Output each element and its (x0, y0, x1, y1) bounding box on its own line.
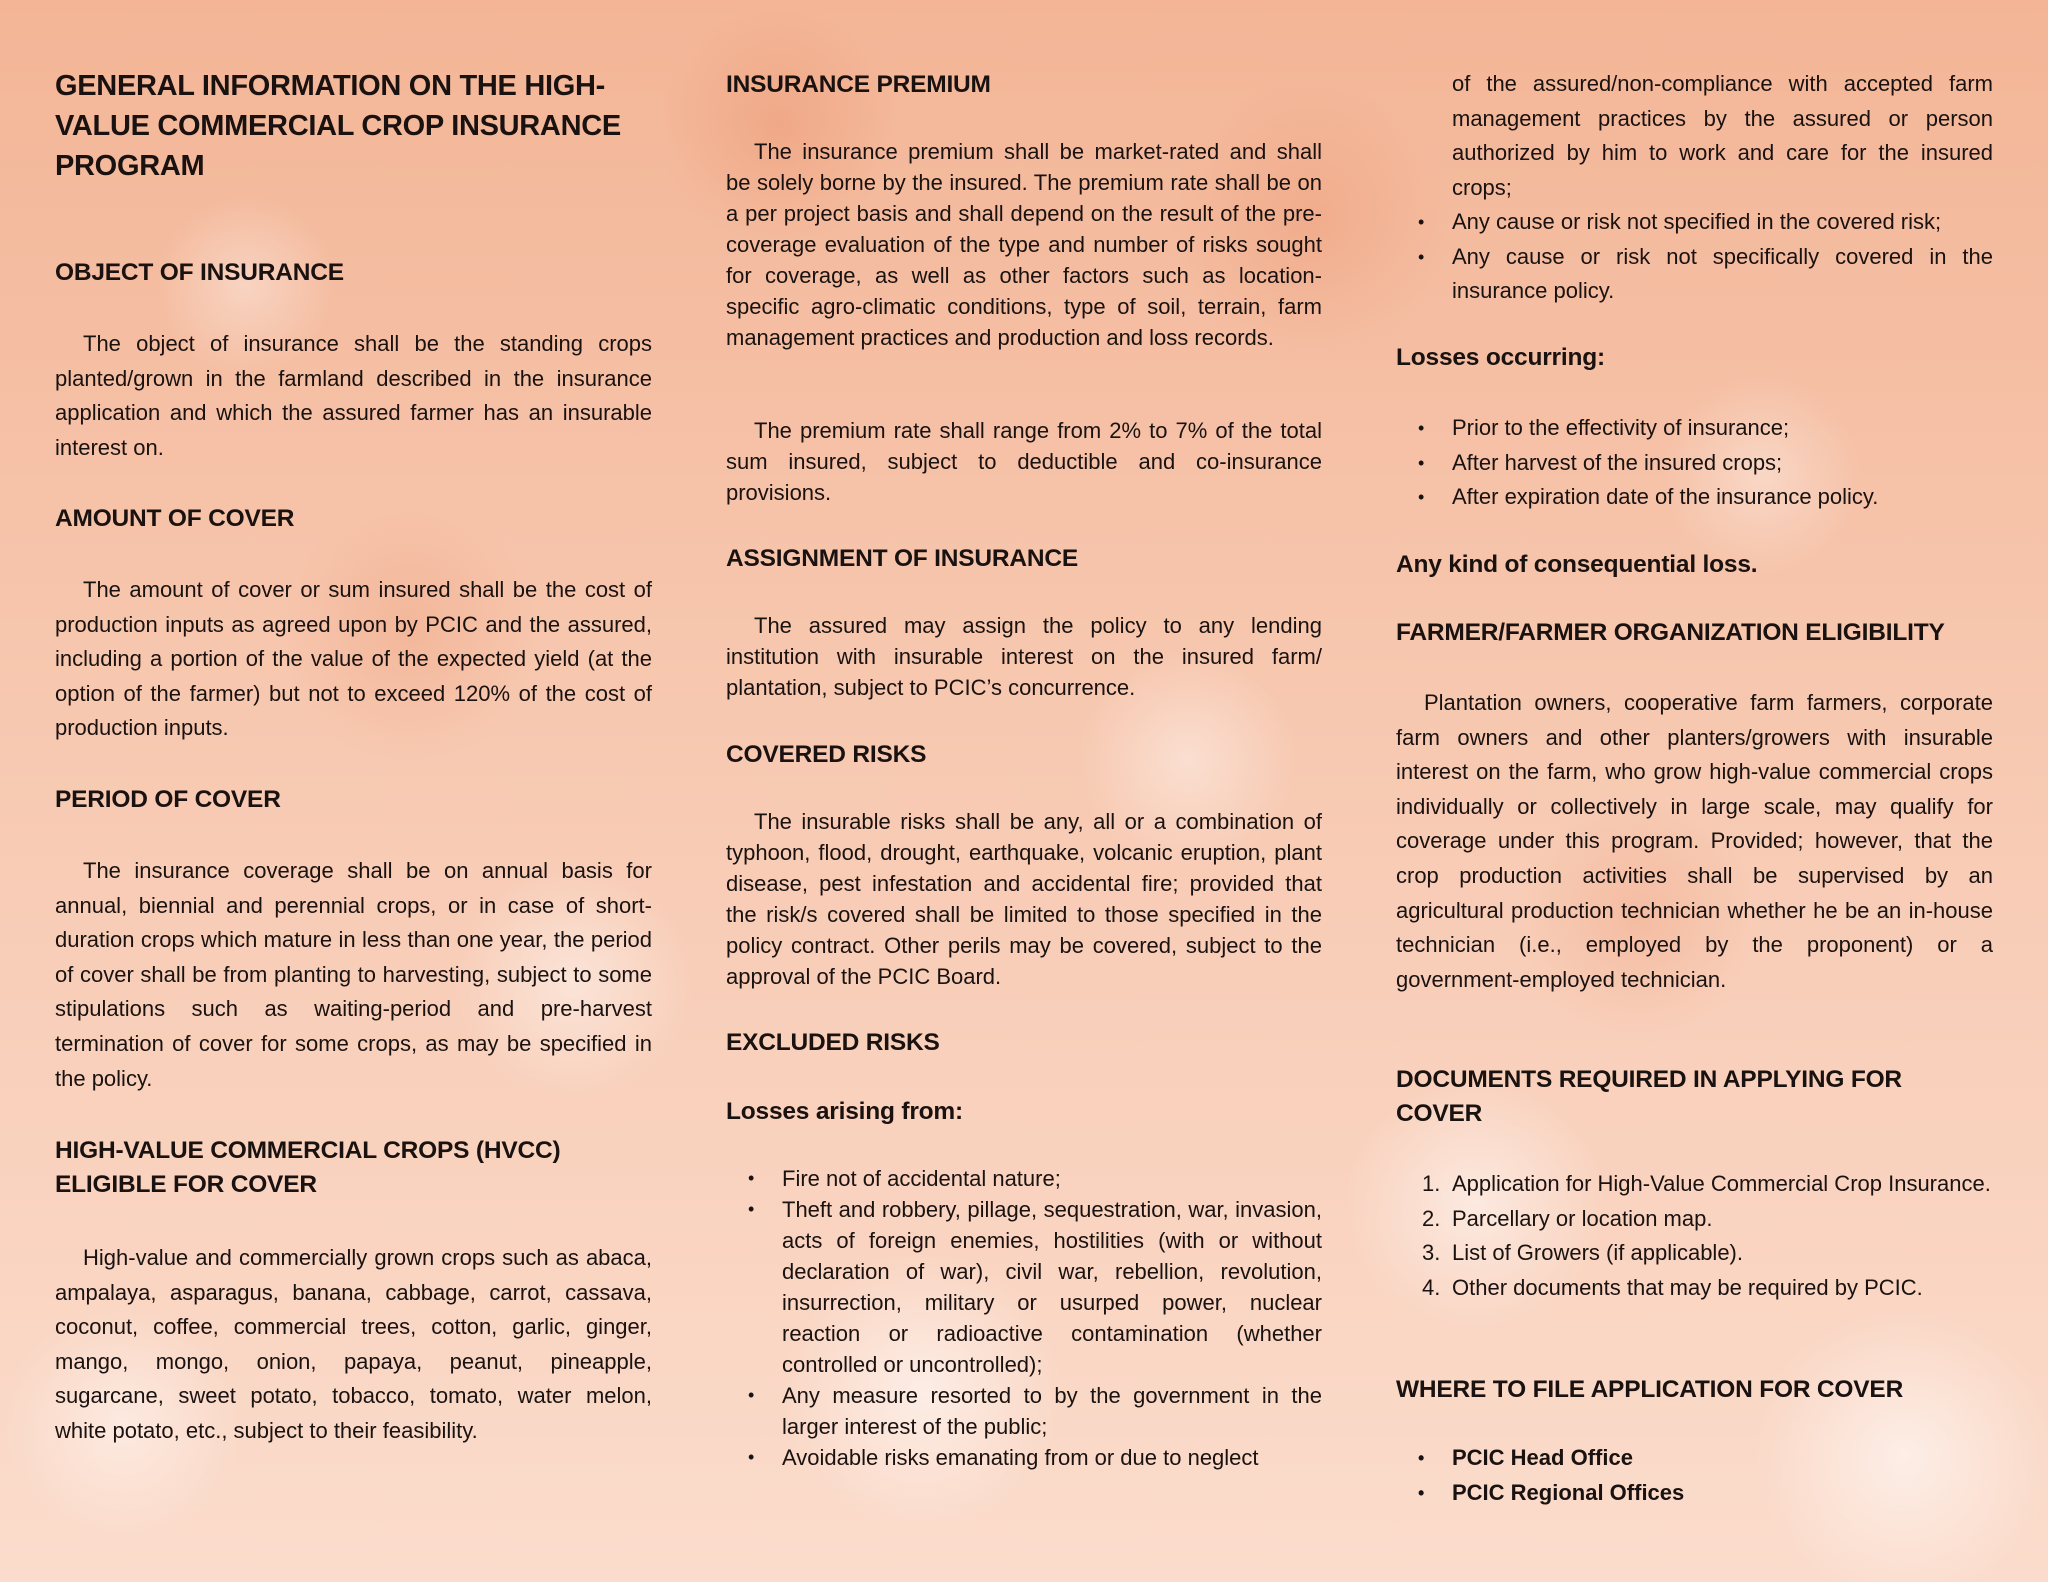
list-item-text: Other documents that may be required by PCIC. (1452, 1274, 1923, 1300)
hvcc-eligible-text: High-value and commercially grown crops such as abaca, ampalaya, asparagus, banana, cabbage, carrot, cassava, coconut, coffee, commercial trees, cotton, garlic, ginger, mango, mongo, onion, papaya, peanut, pineapple, sugarcane, sweet potato, tobacco, tomato, water melon, white potato, etc., subject to their feasibility. (55, 1245, 652, 1443)
premium-rate-text: The premium rate shall range from 2% to 7% of the total sum insured, subject to deductible and co-insurance provisions. (726, 418, 1322, 505)
period-of-cover-heading: PERIOD OF COVER (55, 786, 281, 813)
list-number: 1. (1422, 1171, 1441, 1196)
losses-occurring-heading: Losses occurring: (1396, 344, 1605, 371)
page-title: GENERAL INFORMATION ON THE HIGH-VALUE COMMERCIAL CROP INSURANCE PROGRAM (55, 70, 621, 182)
list-item: • After expiration date of the insurance policy. (1396, 480, 1993, 515)
documents-required-list (1396, 1167, 1993, 1305)
list-number: 3. (1422, 1240, 1441, 1266)
list-number: 2. (1422, 1205, 1441, 1231)
amount-of-cover-heading: AMOUNT OF COVER (55, 505, 295, 532)
excluded-risks-list (726, 1163, 1322, 1473)
list-item-text: Application for High-Value Commercial Crop Insurance. (1452, 1171, 1991, 1196)
covered-risks-text: The insurable risks shall be any, all or a combination of typhoon, flood, drought, earthquake, volcanic eruption, plant disease, pest infestation and accidental fire; provided that the risk/s covered shall be limited to those specified in the policy contract. Other perils may be covered, subject to the approval of the PCIC Board. (726, 809, 1322, 989)
list-number: 4. (1422, 1274, 1441, 1300)
period-of-cover-text: The insurance coverage shall be on annual basis for annual, biennial and perennial crops, or in case of short-duration crops which mature in less than one year, the period of cover shall be from planting to harvesting, subject to some stipulations such as waiting-period and pre-harvest termination of cover for some crops, as may be specified in the policy. (55, 858, 652, 1091)
where-to-file-heading: WHERE TO FILE APPLICATION FOR COVER (1396, 1376, 1904, 1403)
list-item: • Avoidable risks emanating from or due to neglect (726, 1442, 1322, 1473)
assignment-of-insurance-heading: ASSIGNMENT OF INSURANCE (726, 545, 1079, 572)
insurance-premium-text: The insurance premium shall be market-rated and shall be solely borne by the insured. The premium rate shall be on a per project basis and shall depend on the result of the pre-coverage evaluation of the type and number of risks sought for coverage, as well as other factors such as location-specific agro-climatic conditions, type of soil, terrain, farm management practices and production and loss records. (726, 139, 1322, 350)
insurance-premium-heading: INSURANCE PREMIUM (726, 71, 991, 98)
list-item: • Fire not of accidental nature; (726, 1163, 1322, 1194)
list-item-text: List of Growers (if applicable). (1452, 1240, 1743, 1266)
covered-risks-heading: COVERED RISKS (726, 741, 927, 768)
excluded-risks-continuation: of the assured/non-compliance with accepted farm management practices by the assured or person authorized by him to work and care for the insured crops; (1452, 71, 1993, 200)
eligibility-text: Plantation owners, cooperative farm farmers, corporate farm owners and other planters/growers with insurable interest on the farm, who grow high-value commercial crops individually or collectively in large scale, may qualify for coverage under this program. Provided; however, that the crop production activities shall be supervised by an agricultural production technician whether he be an in-house technician (i.e., employed by the proponent) or a government-employed technician. (1396, 690, 1993, 992)
list-item: • After harvest of the insured crops; (1396, 446, 1993, 481)
list-item (1396, 1236, 1993, 1271)
excluded-risks-list-continued (1396, 205, 1993, 309)
hvcc-eligible-heading: HIGH-VALUE COMMERCIAL CROPS (HVCC) ELIGIBLE FOR COVER (55, 1137, 561, 1198)
eligibility-heading: FARMER/FARMER ORGANIZATION ELIGIBILITY (1396, 619, 1945, 646)
list-item (1396, 1271, 1993, 1306)
where-to-file-list (1396, 1441, 1993, 1510)
list-item: • Theft and robbery, pillage, sequestration, war, invasion, acts of foreign enemies, hostilities (with or without declaration of war), civil war, rebellion, revolution, insurrection, military or usurped power, nuclear reaction or radioactive contamination (whether controlled or uncontrolled); (726, 1194, 1322, 1380)
losses-occurring-list (1396, 411, 1993, 515)
list-item (1396, 1167, 1993, 1202)
list-item: • Prior to the effectivity of insurance; (1396, 411, 1993, 446)
list-item: • PCIC Head Office (1396, 1441, 1993, 1476)
losses-arising-heading: Losses arising from: (726, 1098, 963, 1125)
excluded-risks-heading: EXCLUDED RISKS (726, 1029, 940, 1056)
amount-of-cover-text: The amount of cover or sum insured shall be the cost of production inputs as agreed upon by PCIC and the assured, including a portion of the value of the expected yield (at the option of the farmer) but not to exceed 120% of the cost of production inputs. (55, 577, 652, 741)
list-item: • Any measure resorted to by the government in the larger interest of the public; (726, 1380, 1322, 1442)
documents-required-heading: DOCUMENTS REQUIRED IN APPLYING FOR COVER (1396, 1066, 1902, 1127)
object-of-insurance-text: The object of insurance shall be the standing crops planted/grown in the farmland described in the insurance application and which the assured farmer has an insurable interest on. (55, 331, 652, 460)
assignment-of-insurance-text: The assured may assign the policy to any lending institution with insurable interest on the insured farm/ plantation, subject to PCIC’s concurrence. (726, 613, 1322, 700)
list-item (1396, 1202, 1993, 1237)
list-item-text: Parcellary or location map. (1452, 1205, 1713, 1231)
consequential-loss-heading: Any kind of consequential loss. (1396, 551, 1758, 578)
list-item: • Any cause or risk not specified in the covered risk; (1396, 205, 1993, 240)
list-item: • Any cause or risk not specifically covered in the insurance policy. (1396, 240, 1993, 309)
list-item: • PCIC Regional Offices (1396, 1476, 1993, 1511)
object-of-insurance-heading: OBJECT OF INSURANCE (55, 259, 344, 286)
